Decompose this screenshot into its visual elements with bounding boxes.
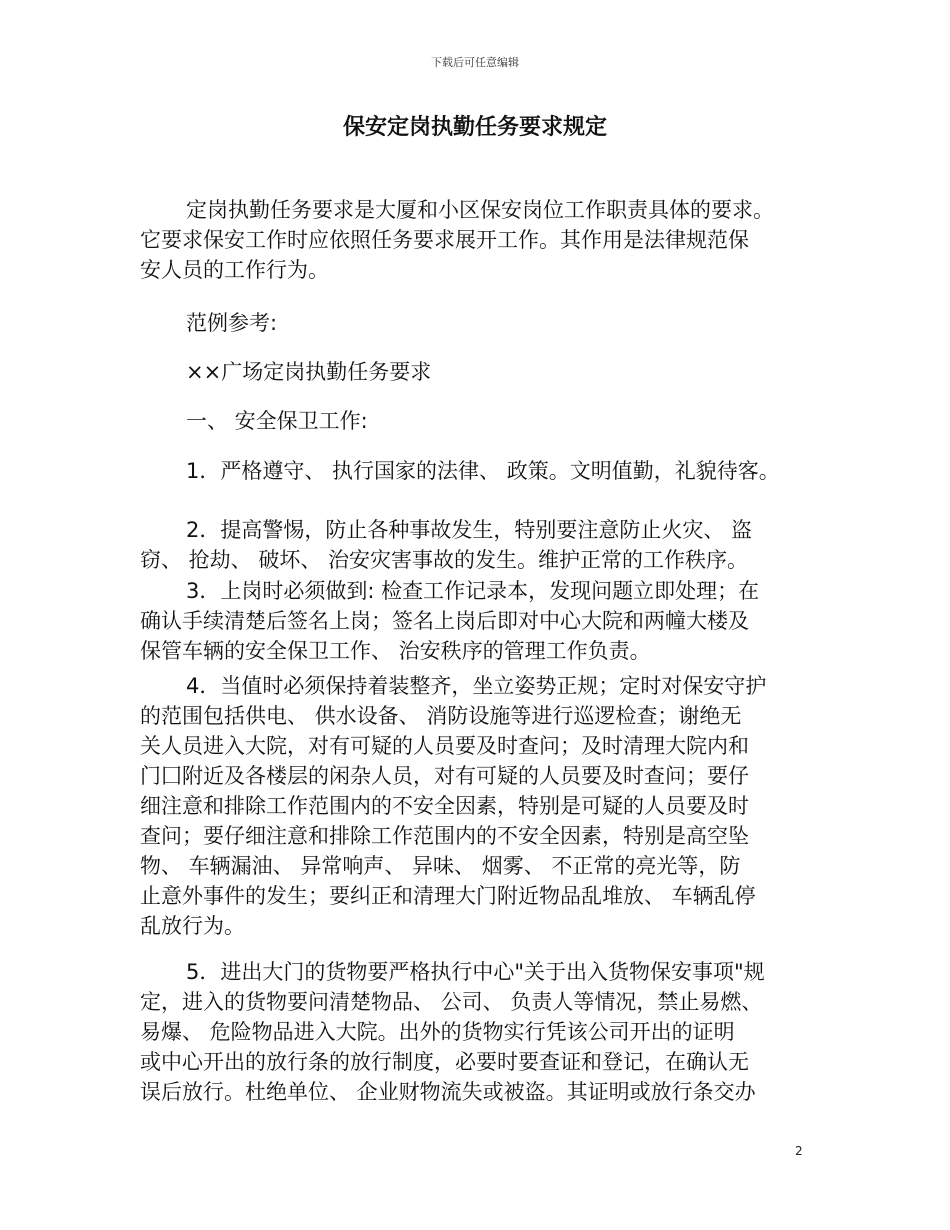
intro-paragraph bbox=[140, 195, 810, 285]
page-number: 2 bbox=[795, 1144, 803, 1158]
item-2 bbox=[140, 515, 810, 575]
item-line: 3．上岗时必须做到: 检查工作记录本，发现问题立即处理；在 bbox=[186, 579, 760, 603]
item-line: 查问；要仔细注意和排除工作范围内的不安全因素，特别是高空坠 bbox=[140, 824, 749, 848]
example-title: ××广场定岗执勤任务要求 bbox=[186, 360, 432, 384]
item-4 bbox=[140, 671, 810, 941]
item-line: 或中心开出的放行条的放行制度，必要时要查证和登记，在确认无 bbox=[140, 1050, 749, 1074]
item-3 bbox=[140, 576, 810, 666]
header-note: 下载后可任意编辑 bbox=[431, 56, 519, 69]
item-line: 误后放行。杜绝单位、 企业财物流失或被盗。其证明或放行条交办 bbox=[140, 1080, 756, 1104]
intro-line: 安人员的工作行为。 bbox=[140, 258, 329, 282]
item-line: 易爆、 危险物品进入大院。出外的货物实行凭该公司开出的证明 bbox=[140, 1020, 735, 1044]
item-1: 1．严格遵守、 执行国家的法律、 政策。文明值勤，礼貌待客。 bbox=[186, 459, 780, 483]
item-line: 的范围包括供电、 供水设备、 消防设施等进行巡逻检查；谢绝无 bbox=[140, 704, 742, 728]
section-heading: 一、 安全保卫工作: bbox=[186, 409, 368, 433]
item-line: 物、 车辆漏油、 异常响声、 异味、 烟雾、 不正常的亮光等，防 bbox=[140, 854, 741, 878]
item-line: 乱放行为。 bbox=[140, 914, 245, 938]
item-line: 4．当值时必须保持着装整齐，坐立姿势正规；定时对保安守护 bbox=[186, 674, 767, 698]
item-line: 定，进入的货物要问清楚物品、 公司、 负责人等情况，禁止易燃、 bbox=[140, 990, 763, 1014]
item-line: 细注意和排除工作范围内的不安全因素，特别是可疑的人员要及时 bbox=[140, 794, 749, 818]
item-line: 2．提高警惕，防止各种事故发生，特别要注意防止火灾、 盗 bbox=[186, 518, 753, 542]
item-line: 保管车辆的安全保卫工作、 治安秩序的管理工作负责。 bbox=[140, 639, 651, 663]
item-5 bbox=[140, 957, 810, 1107]
intro-line: 它要求保安工作时应依照任务要求展开工作。其作用是法律规范保 bbox=[140, 228, 749, 252]
item-line: 门囗附近及各楼层的闲杂人员，对有可疑的人员要及时查问；要仔 bbox=[140, 764, 749, 788]
item-line: 窃、 抢劫、 破坏、 治安灾害事故的发生。维护正常的工作秩序。 bbox=[140, 548, 749, 572]
document-title: 保安定岗执勤任务要求规定 bbox=[342, 115, 607, 140]
item-line: 止意外事件的发生；要纠正和清理大门附近物品乱堆放、 车辆乱停 bbox=[140, 884, 756, 908]
item-line: 5．进出大门的货物要严格执行中心"关于出入货物保安事项"规 bbox=[186, 960, 765, 984]
example-label: 范例参考: bbox=[186, 311, 278, 335]
item-line: 关人员进入大院，对有可疑的人员要及时查问；及时清理大院内和 bbox=[140, 734, 749, 758]
intro-line: 定岗执勤任务要求是大厦和小区保安岗位工作职责具体的要求。 bbox=[186, 198, 774, 222]
item-line: 确认手续清楚后签名上岗；签名上岗后即对中心大院和两幢大楼及 bbox=[140, 609, 749, 633]
